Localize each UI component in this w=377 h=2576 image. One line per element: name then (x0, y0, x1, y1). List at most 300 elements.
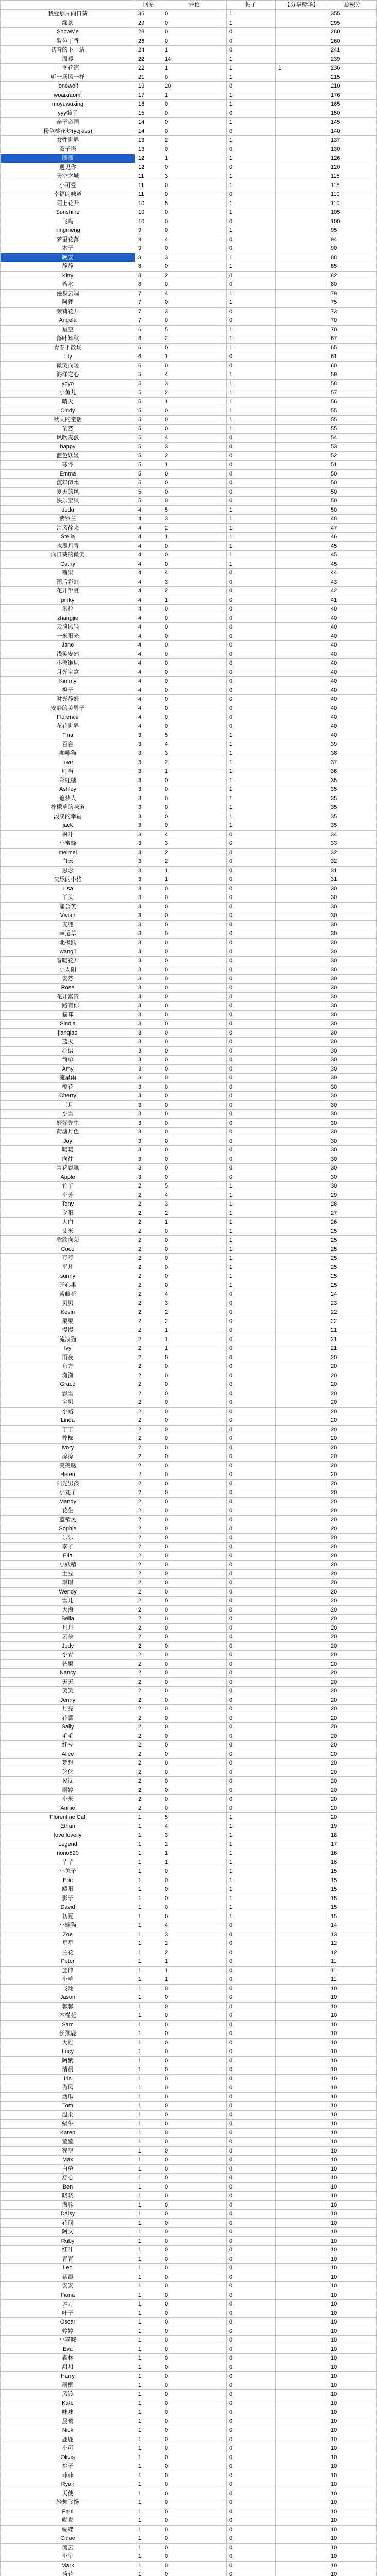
cell-comments: 0 (162, 1894, 227, 1904)
cell-posts: 1 (227, 19, 276, 28)
cell-total: 20 (328, 1362, 377, 1371)
cell-replies: 1 (135, 2562, 162, 2571)
cell-essence (276, 2381, 328, 2391)
cell-name: 飞翔 (1, 1985, 135, 1994)
cell-posts: 0 (227, 2399, 276, 2409)
cell-posts: 0 (227, 623, 276, 632)
cell-posts: 1 (227, 262, 276, 272)
cell-total: 10 (328, 2138, 377, 2147)
cell-essence (276, 839, 328, 849)
cell-replies: 11 (135, 190, 162, 199)
cell-posts: 0 (227, 145, 276, 155)
cell-essence (276, 1065, 328, 1074)
table-row (1, 280, 377, 290)
cell-essence (276, 1444, 328, 1453)
cell-name: 水墨丹青 (1, 542, 135, 551)
cell-comments: 1 (162, 767, 227, 776)
cell-total: 215 (328, 73, 377, 82)
cell-replies: 3 (135, 749, 162, 758)
table-row (1, 163, 377, 173)
cell-essence (276, 1588, 328, 1597)
cell-posts: 0 (227, 2282, 276, 2291)
cell-replies: 1 (135, 2111, 162, 2120)
cell-replies: 4 (135, 569, 162, 578)
cell-comments: 0 (162, 1768, 227, 1777)
cell-name: 雨婷 (1, 1786, 135, 1795)
cell-posts: 0 (227, 1092, 276, 1101)
table-row (1, 2426, 377, 2435)
cell-total: 10 (328, 2345, 377, 2354)
cell-total: 73 (328, 308, 377, 317)
cell-total: 10 (328, 2102, 377, 2111)
cell-replies: 5 (135, 425, 162, 434)
cell-total: 22 (328, 1308, 377, 1317)
cell-essence (276, 2156, 328, 2165)
cell-total: 11 (328, 1967, 377, 1976)
cell-posts: 0 (227, 1299, 276, 1309)
cell-total: 20 (328, 1723, 377, 1732)
cell-posts: 1 (227, 794, 276, 804)
cell-total: 10 (328, 2372, 377, 2381)
table-row (1, 668, 377, 677)
cell-comments: 3 (162, 172, 227, 181)
cell-total: 20 (328, 1786, 377, 1795)
cell-comments: 0 (162, 2526, 227, 2535)
cell-comments: 0 (162, 2057, 227, 2066)
table-row (1, 569, 377, 578)
cell-posts: 1 (227, 380, 276, 389)
cell-comments: 0 (162, 1993, 227, 2003)
cell-replies: 2 (135, 1732, 162, 1741)
cell-comments: 0 (162, 10, 227, 19)
table-row (1, 1714, 377, 1723)
cell-name: 悠悠 (1, 1768, 135, 1777)
cell-replies: 1 (135, 2417, 162, 2427)
cell-essence (276, 957, 328, 966)
cell-replies: 2 (135, 1227, 162, 1236)
cell-total: 67 (328, 334, 377, 344)
cell-comments: 0 (162, 1173, 227, 1182)
table-row (1, 1056, 377, 1065)
cell-comments: 0 (162, 181, 227, 191)
cell-name: Paul (1, 2507, 135, 2517)
cell-name: Vivian (1, 911, 135, 921)
cell-replies: 2 (135, 1651, 162, 1660)
cell-total: 30 (328, 1182, 377, 1191)
table-row (1, 785, 377, 794)
cell-total: 36 (328, 767, 377, 776)
table-row (1, 217, 377, 227)
cell-essence (276, 1849, 328, 1858)
cell-replies: 1 (135, 2138, 162, 2147)
cell-posts: 1 (227, 370, 276, 380)
cell-total: 137 (328, 136, 377, 145)
cell-name: 彩虹糖 (1, 776, 135, 786)
table-row (1, 308, 377, 317)
cell-comments: 0 (162, 965, 227, 975)
cell-name: Ella (1, 1552, 135, 1561)
cell-name: 丫头 (1, 893, 135, 903)
cell-essence (276, 2498, 328, 2507)
cell-comments: 0 (162, 1786, 227, 1795)
cell-replies: 2 (135, 1408, 162, 1417)
cell-total: 24 (328, 1290, 377, 1299)
cell-comments: 0 (162, 1146, 227, 1155)
cell-comments: 0 (162, 641, 227, 650)
cell-name: 大白 (1, 1218, 135, 1227)
cell-comments: 1 (162, 1218, 227, 1227)
cell-total: 10 (328, 2327, 377, 2336)
table-row (1, 1263, 377, 1273)
cell-posts: 0 (227, 2291, 276, 2300)
table-row (1, 1290, 377, 1299)
cell-essence (276, 623, 328, 632)
cell-replies: 3 (135, 1020, 162, 1029)
cell-comments: 0 (162, 1362, 227, 1371)
table-row (1, 1723, 377, 1732)
cell-essence (276, 2201, 328, 2210)
cell-essence: 1 (276, 64, 328, 73)
cell-total: 10 (328, 2526, 377, 2535)
cell-name: 风吹麦浪 (1, 434, 135, 443)
cell-essence (276, 668, 328, 677)
cell-comments: 1 (162, 533, 227, 542)
table-row (1, 1444, 377, 1453)
cell-posts: 0 (227, 2471, 276, 2481)
cell-essence (276, 1939, 328, 1948)
cell-essence (276, 1723, 328, 1732)
table-row (1, 2372, 377, 2381)
cell-name: 丹丹 (1, 1624, 135, 1633)
cell-total: 10 (328, 2444, 377, 2453)
table-row (1, 2120, 377, 2129)
cell-posts: 0 (227, 46, 276, 55)
cell-comments: 0 (162, 1110, 227, 1119)
cell-replies: 12 (135, 163, 162, 173)
cell-total: 40 (328, 722, 377, 732)
cell-comments: 0 (162, 2471, 227, 2481)
cell-essence (276, 82, 328, 91)
table-row (1, 1912, 377, 1922)
table-row (1, 1191, 377, 1200)
cell-replies: 3 (135, 1155, 162, 1164)
cell-essence (276, 1858, 328, 1868)
cell-essence (276, 632, 328, 641)
cell-total: 10 (328, 2174, 377, 2183)
cell-total: 20 (328, 1498, 377, 1507)
cell-replies: 2 (135, 1561, 162, 1570)
table-row (1, 1074, 377, 1083)
cell-name: 时光静好 (1, 695, 135, 704)
table-row (1, 1579, 377, 1588)
cell-replies: 1 (135, 2462, 162, 2471)
cell-name: Ivory (1, 1444, 135, 1453)
cell-posts: 0 (227, 2047, 276, 2057)
cell-name: Kate (1, 2399, 135, 2409)
cell-name: 天使 (1, 2489, 135, 2499)
cell-name: 青春不散场 (1, 344, 135, 353)
cell-name: 阿狸 (1, 298, 135, 308)
cell-name: 流年似水 (1, 479, 135, 488)
cell-name: Nick (1, 2426, 135, 2435)
cell-posts: 0 (227, 1506, 276, 1516)
cell-replies: 1 (135, 2507, 162, 2517)
cell-total: 10 (328, 2282, 377, 2291)
cell-comments: 0 (162, 1389, 227, 1399)
table-row (1, 470, 377, 479)
cell-essence (276, 370, 328, 380)
cell-comments: 3 (162, 515, 227, 524)
cell-comments: 0 (162, 2345, 227, 2354)
cell-name: 粉色桃花梦(ycjkiss) (1, 127, 135, 137)
cell-essence (276, 885, 328, 894)
cell-replies: 3 (135, 831, 162, 840)
table-row (1, 1651, 377, 1660)
header-total: 总积分 (328, 1, 377, 10)
table-row (1, 849, 377, 858)
cell-name: Grace (1, 1380, 135, 1389)
table-row (1, 1434, 377, 1444)
cell-name: 陌上花开 (1, 199, 135, 209)
cell-total: 10 (328, 2471, 377, 2481)
cell-replies: 1 (135, 2021, 162, 2030)
cell-comments: 0 (162, 722, 227, 732)
cell-comments: 0 (162, 1642, 227, 1651)
cell-total: 20 (328, 1543, 377, 1552)
cell-comments: 0 (162, 1164, 227, 1173)
cell-total: 45 (328, 542, 377, 551)
cell-essence (276, 1398, 328, 1408)
cell-total: 10 (328, 2399, 377, 2409)
cell-comments: 0 (162, 2120, 227, 2129)
table-row (1, 1209, 377, 1218)
cell-comments: 0 (162, 1579, 227, 1588)
table-row (1, 596, 377, 605)
cell-name: 小太阳 (1, 965, 135, 975)
table-row (1, 73, 377, 82)
cell-essence (276, 127, 328, 137)
cell-essence (276, 2003, 328, 2012)
cell-comments: 0 (162, 1777, 227, 1786)
cell-essence (276, 163, 328, 173)
cell-total: 10 (328, 2083, 377, 2093)
cell-posts: 1 (227, 1858, 276, 1868)
cell-posts: 0 (227, 722, 276, 732)
cell-posts: 0 (227, 82, 276, 91)
cell-comments: 0 (162, 1741, 227, 1750)
cell-name: meimei (1, 849, 135, 858)
cell-replies: 5 (135, 388, 162, 398)
cell-total: 21 (328, 1326, 377, 1335)
cell-total: 20 (328, 1470, 377, 1480)
table-row (1, 2291, 377, 2300)
cell-total: 50 (328, 488, 377, 497)
cell-name: 流浪猫 (1, 1335, 135, 1345)
table-row (1, 488, 377, 497)
cell-essence (276, 1678, 328, 1687)
cell-essence (276, 1624, 328, 1633)
cell-name: 蓝色妖姬 (1, 452, 135, 461)
cell-comments: 0 (162, 1804, 227, 1814)
cell-total: 18 (328, 1831, 377, 1840)
cell-replies: 2 (135, 1777, 162, 1786)
cell-comments: 4 (162, 290, 227, 299)
table-row (1, 1642, 377, 1651)
cell-replies: 1 (135, 2057, 162, 2066)
cell-posts: 0 (227, 831, 276, 840)
cell-name: 毛毛 (1, 1732, 135, 1741)
cell-essence (276, 776, 328, 786)
cell-total: 80 (328, 280, 377, 290)
cell-name: 芒果 (1, 1660, 135, 1669)
cell-name: 长颈鹿 (1, 2029, 135, 2039)
cell-replies: 1 (135, 1975, 162, 1985)
cell-replies: 28 (135, 28, 162, 37)
cell-essence (276, 352, 328, 362)
cell-replies: 2 (135, 1759, 162, 1768)
table-row (1, 794, 377, 804)
cell-replies: 3 (135, 1065, 162, 1074)
cell-comments: 0 (162, 2047, 227, 2057)
cell-posts: 0 (227, 2453, 276, 2463)
cell-comments: 0 (162, 1732, 227, 1741)
cell-essence (276, 334, 328, 344)
cell-total: 30 (328, 1083, 377, 1092)
cell-essence (276, 136, 328, 145)
cell-comments: 1 (162, 1344, 227, 1353)
table-row (1, 2057, 377, 2066)
cell-essence (276, 947, 328, 957)
cell-name: Lily (1, 352, 135, 362)
cell-replies: 2 (135, 1669, 162, 1678)
table-row (1, 975, 377, 984)
cell-comments: 1 (162, 1967, 227, 1976)
cell-replies: 2 (135, 1534, 162, 1543)
cell-essence (276, 1408, 328, 1417)
cell-essence (276, 1912, 328, 1922)
cell-name: 猫咪 (1, 1011, 135, 1020)
table-row (1, 1849, 377, 1858)
table-row (1, 1813, 377, 1822)
cell-posts: 0 (227, 1714, 276, 1723)
cell-comments: 0 (162, 2507, 227, 2517)
cell-essence (276, 2057, 328, 2066)
cell-comments: 0 (162, 776, 227, 786)
cell-comments: 0 (162, 668, 227, 677)
cell-replies: 2 (135, 1444, 162, 1453)
cell-comments: 0 (162, 812, 227, 822)
cell-total: 43 (328, 578, 377, 587)
cell-replies: 1 (135, 2345, 162, 2354)
cell-essence (276, 1272, 328, 1281)
cell-replies: 2 (135, 1615, 162, 1624)
cell-name: 落叶知秋 (1, 334, 135, 344)
cell-essence (276, 515, 328, 524)
cell-posts: 0 (227, 659, 276, 668)
cell-total: 30 (328, 1164, 377, 1173)
cell-posts: 0 (227, 1101, 276, 1110)
cell-name: Ben (1, 2183, 135, 2192)
cell-essence (276, 1308, 328, 1317)
cell-comments: 0 (162, 1065, 227, 1074)
cell-comments: 0 (162, 2534, 227, 2544)
cell-posts: 0 (227, 1930, 276, 1940)
cell-replies: 6 (135, 362, 162, 371)
cell-total: 35 (328, 803, 377, 812)
table-row (1, 1200, 377, 1209)
cell-comments: 0 (162, 19, 227, 28)
table-row (1, 740, 377, 750)
table-row (1, 244, 377, 253)
cell-replies: 8 (135, 272, 162, 281)
table-row (1, 461, 377, 470)
cell-essence (276, 1209, 328, 1218)
cell-replies: 2 (135, 1786, 162, 1795)
cell-essence (276, 2111, 328, 2120)
cell-total: 20 (328, 1705, 377, 1714)
cell-posts: 1 (227, 226, 276, 235)
cell-comments: 0 (162, 2390, 227, 2399)
cell-posts: 0 (227, 1380, 276, 1389)
cell-posts: 0 (227, 1155, 276, 1164)
cell-name: 贝贝 (1, 1299, 135, 1309)
cell-replies: 2 (135, 1741, 162, 1750)
cell-replies: 7 (135, 290, 162, 299)
cell-posts: 0 (227, 1516, 276, 1525)
cell-replies: 3 (135, 794, 162, 804)
cell-name: Sindia (1, 1020, 135, 1029)
cell-total: 20 (328, 1795, 377, 1804)
cell-name: 乐乐 (1, 1534, 135, 1543)
cell-replies: 3 (135, 857, 162, 867)
cell-replies: 1 (135, 1912, 162, 1922)
table-row (1, 1236, 377, 1245)
cell-essence (276, 1777, 328, 1786)
table-row (1, 272, 377, 281)
cell-total: 100 (328, 217, 377, 227)
cell-essence (276, 1137, 328, 1146)
cell-comments: 0 (162, 1705, 227, 1714)
cell-total: 25 (328, 1263, 377, 1273)
cell-name: Ethan (1, 1822, 135, 1832)
cell-posts: 0 (227, 2102, 276, 2111)
table-row (1, 1867, 377, 1876)
cell-comments: 0 (162, 2417, 227, 2427)
cell-total: 110 (328, 199, 377, 209)
cell-replies: 1 (135, 2526, 162, 2535)
cell-posts: 1 (227, 100, 276, 109)
cell-posts: 1 (227, 1200, 276, 1209)
cell-essence (276, 2102, 328, 2111)
cell-posts: 0 (227, 867, 276, 876)
cell-comments: 0 (162, 28, 227, 37)
cell-name: Sam (1, 2021, 135, 2030)
cell-essence (276, 803, 328, 812)
cell-total: 17 (328, 1840, 377, 1850)
cell-name: Alice (1, 1750, 135, 1759)
cell-total: 20 (328, 1434, 377, 1444)
cell-replies: 3 (135, 965, 162, 975)
cell-comments: 0 (162, 2444, 227, 2453)
table-row (1, 154, 377, 163)
cell-total: 90 (328, 244, 377, 253)
cell-posts: 1 (227, 64, 276, 73)
cell-total: 10 (328, 2228, 377, 2237)
table-row (1, 2435, 377, 2445)
cell-posts: 0 (227, 2318, 276, 2327)
cell-total: 70 (328, 316, 377, 326)
cell-name: 荷塘月色 (1, 1128, 135, 1137)
